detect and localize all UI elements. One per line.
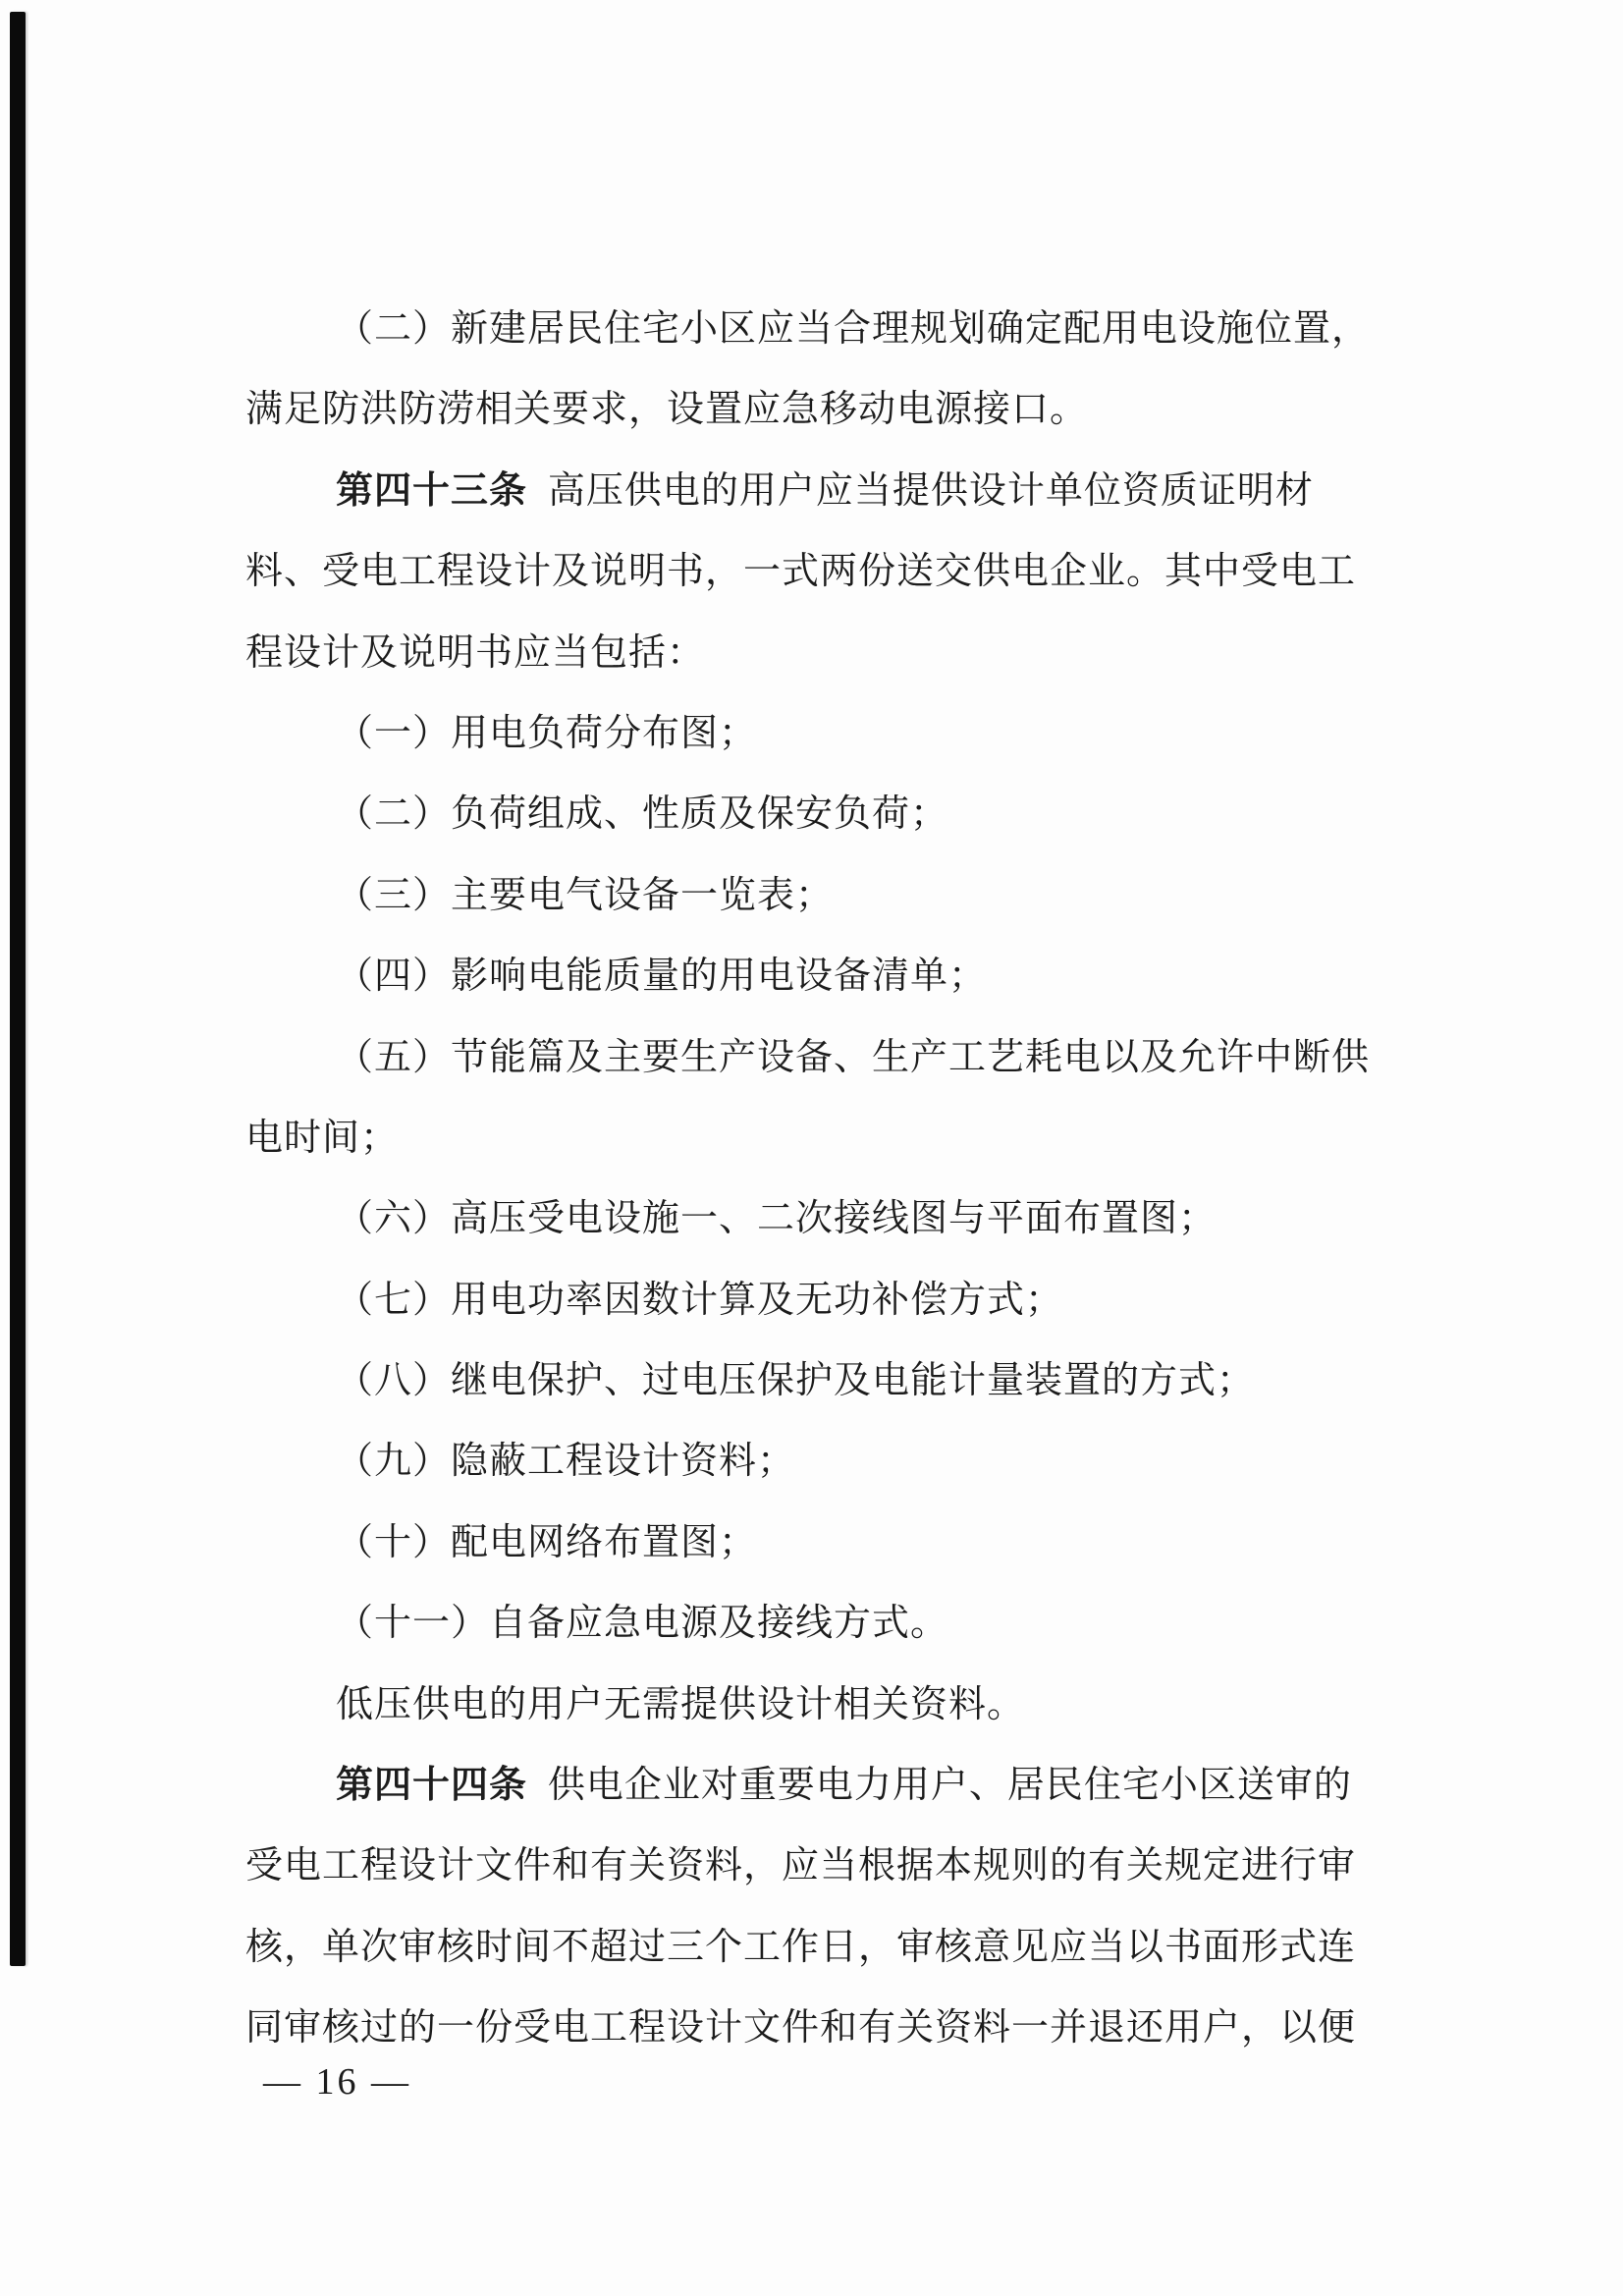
line-text: 受电工程设计文件和有关资料，应当根据本规则的有关规定进行审: [245, 1845, 1357, 1887]
text-line: [245, 936, 1414, 1016]
text-line: [245, 1421, 1414, 1502]
text-line: [245, 1098, 1414, 1178]
paragraph: [245, 1340, 1414, 1421]
text-line: [245, 531, 1414, 612]
text-line: [245, 855, 1414, 936]
text-line: [245, 613, 1414, 693]
line-text: （九）隐蔽工程设计资料；: [336, 1441, 796, 1483]
text-line: [245, 1017, 1414, 1098]
line-text: 核，单次审核时间不超过三个工作日，审核意见应当以书面形式连: [245, 1926, 1357, 1968]
text-line: [245, 1340, 1414, 1421]
paragraph: [245, 1421, 1414, 1502]
line-text: （二）负荷组成、性质及保安负荷；: [336, 793, 949, 836]
paragraph: [245, 1260, 1414, 1340]
paragraph: [245, 936, 1414, 1016]
line-text: 料、受电工程设计及说明书，一式两份送交供电企业。其中受电工: [245, 551, 1357, 593]
paragraph: [245, 693, 1414, 774]
paragraph: [245, 1745, 1414, 2069]
document-body: [245, 289, 1414, 2069]
text-line: [245, 1988, 1414, 2068]
page-number: — 16 —: [263, 2061, 411, 2103]
text-line: [245, 1583, 1414, 1664]
line-text: 同审核过的一份受电工程设计文件和有关资料一并退还用户，以便: [245, 2007, 1357, 2050]
text-line: [245, 289, 1414, 369]
scan-edge-artifact: [10, 12, 26, 1966]
line-text: 满足防洪防涝相关要求，设置应急移动电源接口。: [245, 389, 1089, 431]
text-line: [245, 1745, 1414, 1826]
line-text: （二）新建居民住宅小区应当合理规划确定配用电设施位置，: [336, 308, 1371, 350]
article-number: 第四十三条: [336, 469, 528, 512]
paragraph: [245, 1503, 1414, 1583]
line-text: 供电企业对重要电力用户、居民住宅小区送审的: [547, 1765, 1352, 1807]
paragraph: [245, 289, 1414, 451]
paragraph: [245, 1017, 1414, 1179]
line-text: （十）配电网络布置图；: [336, 1521, 758, 1563]
text-line: [245, 1826, 1414, 1906]
paragraph: [245, 774, 1414, 854]
line-text: （八）继电保护、过电压保护及电能计量装置的方式；: [336, 1360, 1256, 1402]
text-line: [245, 1178, 1414, 1259]
text-line: [245, 1665, 1414, 1745]
line-text: （六）高压受电设施一、二次接线图与平面布置图；: [336, 1198, 1217, 1240]
line-text: 程设计及说明书应当包括：: [245, 631, 706, 674]
paragraph: [245, 855, 1414, 936]
text-line: [245, 693, 1414, 774]
line-text: （七）用电功率因数计算及无功补偿方式；: [336, 1279, 1064, 1321]
line-text: （四）影响电能质量的用电设备清单；: [336, 956, 988, 998]
paragraph: [245, 1583, 1414, 1664]
line-text: 电时间；: [245, 1117, 400, 1159]
text-line: [245, 774, 1414, 854]
text-line: [245, 451, 1414, 531]
line-text: 高压供电的用户应当提供设计单位资质证明材: [547, 469, 1314, 512]
line-text: 低压供电的用户无需提供设计相关资料。: [336, 1683, 1026, 1725]
paragraph: [245, 1665, 1414, 1745]
article-number: 第四十四条: [336, 1765, 528, 1807]
text-line: [245, 1907, 1414, 1988]
paragraph: [245, 1178, 1414, 1259]
text-line: [245, 369, 1414, 450]
line-text: （一）用电负荷分布图；: [336, 712, 758, 754]
text-line: [245, 1503, 1414, 1583]
text-line: [245, 1260, 1414, 1340]
line-text: （十一）自备应急电源及接线方式。: [336, 1603, 949, 1645]
paragraph: [245, 451, 1414, 693]
line-text: （三）主要电气设备一览表；: [336, 874, 835, 916]
line-text: （五）节能篇及主要生产设备、生产工艺耗电以及允许中断供: [336, 1036, 1371, 1078]
